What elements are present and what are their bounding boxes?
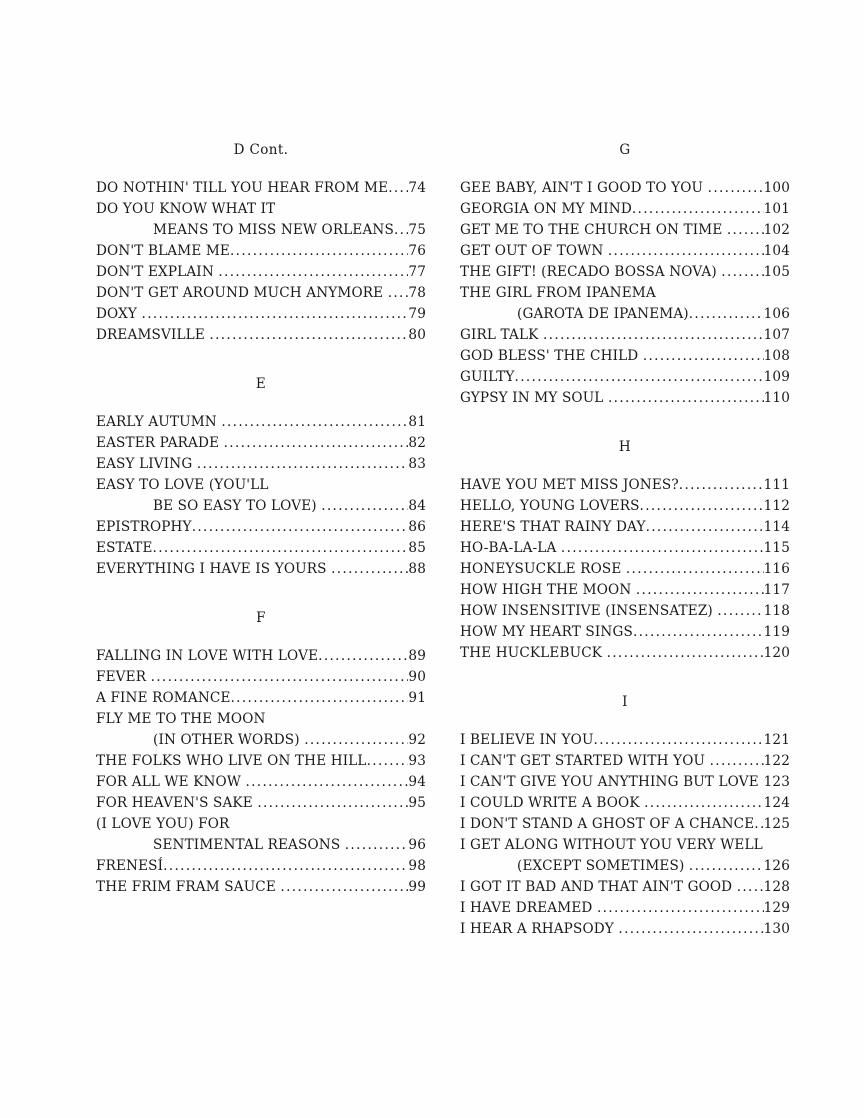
left-column bbox=[96, 140, 426, 940]
dot-leader bbox=[708, 178, 764, 199]
section-letter-heading: D Cont. bbox=[233, 142, 289, 158]
dot-leader bbox=[331, 559, 408, 580]
index-entry[interactable] bbox=[460, 475, 790, 496]
dot-leader bbox=[197, 454, 409, 475]
entry-page-number: 78 bbox=[408, 285, 426, 301]
index-entry[interactable] bbox=[96, 241, 426, 262]
index-entry[interactable] bbox=[460, 304, 790, 325]
entry-list bbox=[460, 475, 790, 664]
entry-title: FOR HEAVEN'S SAKE bbox=[96, 795, 253, 811]
entry-title: FALLING IN LOVE WITH LOVE bbox=[96, 648, 319, 664]
index-entry[interactable] bbox=[96, 538, 426, 559]
dot-leader bbox=[679, 475, 764, 496]
dot-leader bbox=[394, 220, 408, 241]
index-entry[interactable] bbox=[460, 178, 790, 199]
entry-title: GOD BLESS' THE CHILD bbox=[460, 348, 639, 364]
entry-page-number: 82 bbox=[408, 435, 426, 451]
entry-page-number: 100 bbox=[763, 180, 790, 196]
index-entry[interactable] bbox=[460, 730, 790, 751]
entry-title: SENTIMENTAL REASONS bbox=[153, 837, 341, 853]
entry-title: EASY TO LOVE (YOU'LL bbox=[96, 477, 269, 493]
index-entry[interactable] bbox=[96, 325, 426, 346]
dot-leader bbox=[632, 199, 764, 220]
entry-page-number: 119 bbox=[763, 624, 790, 640]
entry-title: FRENESÍ bbox=[96, 858, 164, 874]
dot-leader bbox=[640, 496, 764, 517]
entry-page-number: 125 bbox=[763, 816, 790, 832]
entry-page-number: 124 bbox=[763, 795, 790, 811]
dot-leader bbox=[209, 325, 408, 346]
index-entry[interactable] bbox=[96, 262, 426, 283]
entry-title: EARLY AUTUMN bbox=[96, 414, 217, 430]
index-entry[interactable] bbox=[460, 346, 790, 367]
entry-page-number: 90 bbox=[408, 669, 426, 685]
entry-list bbox=[460, 730, 790, 940]
entry-title: I CAN'T GIVE YOU ANYTHING BUT LOVE bbox=[460, 774, 759, 790]
entry-title: EASY LIVING bbox=[96, 456, 193, 472]
index-section bbox=[96, 140, 426, 346]
entry-page-number: 104 bbox=[763, 243, 790, 259]
entry-title: I HAVE DREAMED bbox=[460, 900, 593, 916]
entry-page-number: 79 bbox=[408, 306, 426, 322]
entry-page-number: 117 bbox=[763, 582, 790, 598]
right-column bbox=[460, 140, 790, 940]
dot-leader bbox=[269, 475, 426, 496]
entry-page-number: 110 bbox=[763, 390, 790, 406]
index-section bbox=[460, 140, 790, 409]
entry-page-number: 88 bbox=[408, 561, 426, 577]
index-entry[interactable] bbox=[460, 643, 790, 664]
entry-title: THE FRIM FRAM SAUCE bbox=[96, 879, 276, 895]
dot-leader bbox=[153, 538, 409, 559]
entry-title: FLY ME TO THE MOON bbox=[96, 711, 266, 727]
index-entry[interactable] bbox=[460, 388, 790, 409]
dot-leader bbox=[717, 601, 763, 622]
index-entry[interactable] bbox=[460, 856, 790, 877]
entry-page-number: 123 bbox=[763, 774, 790, 790]
index-entry[interactable] bbox=[460, 814, 790, 835]
entry-page-number: 130 bbox=[763, 921, 790, 937]
entry-page-number: 89 bbox=[408, 648, 426, 664]
index-entry[interactable] bbox=[460, 538, 790, 559]
section-letter-heading: E bbox=[255, 376, 267, 392]
entry-page-number: 77 bbox=[408, 264, 426, 280]
index-entry[interactable] bbox=[96, 496, 426, 517]
entry-page-number: 98 bbox=[408, 858, 426, 874]
dot-leader bbox=[367, 751, 409, 772]
dot-leader bbox=[737, 877, 764, 898]
entry-page-number: 115 bbox=[763, 540, 790, 556]
entry-page-number: 118 bbox=[763, 603, 790, 619]
index-entry[interactable] bbox=[460, 835, 790, 856]
entry-title: DON'T EXPLAIN bbox=[96, 264, 214, 280]
entry-title: I GOT IT BAD AND THAT AIN'T GOOD bbox=[460, 879, 733, 895]
index-entry[interactable] bbox=[460, 199, 790, 220]
index-section bbox=[96, 374, 426, 580]
index-entry[interactable] bbox=[96, 772, 426, 793]
entry-page-number: 92 bbox=[408, 732, 426, 748]
index-entry[interactable] bbox=[460, 751, 790, 772]
dot-leader bbox=[656, 283, 790, 304]
entry-title: HERE'S THAT RAINY DAY bbox=[460, 519, 646, 535]
index-entry[interactable] bbox=[96, 517, 426, 538]
entry-title: (IN OTHER WORDS) bbox=[153, 732, 300, 748]
index-entry[interactable] bbox=[96, 559, 426, 580]
index-section bbox=[460, 692, 790, 940]
entry-title: GET OUT OF TOWN bbox=[460, 243, 604, 259]
index-entry[interactable] bbox=[460, 601, 790, 622]
dot-leader bbox=[142, 304, 409, 325]
dot-leader bbox=[257, 793, 408, 814]
entry-title: HOW HIGH THE MOON bbox=[460, 582, 632, 598]
dot-leader bbox=[721, 262, 763, 283]
index-entry[interactable] bbox=[460, 877, 790, 898]
index-entry[interactable] bbox=[96, 433, 426, 454]
entry-list bbox=[460, 178, 790, 409]
dot-leader bbox=[388, 178, 408, 199]
entry-title: THE GIFT! (RECADO BOSSA NOVA) bbox=[460, 264, 717, 280]
dot-leader bbox=[318, 646, 408, 667]
entry-title: GYPSY IN MY SOUL bbox=[460, 390, 604, 406]
entry-page-number: 121 bbox=[763, 732, 790, 748]
entry-page-number: 74 bbox=[408, 180, 426, 196]
dot-leader bbox=[754, 814, 763, 835]
dot-leader bbox=[231, 688, 409, 709]
entry-title: DON'T GET AROUND MUCH ANYMORE bbox=[96, 285, 384, 301]
entry-title: I GET ALONG WITHOUT YOU VERY WELL bbox=[460, 837, 763, 853]
section-letter-heading: I bbox=[622, 694, 628, 710]
entry-page-number: 111 bbox=[763, 477, 790, 493]
entry-title: (GAROTA DE IPANEMA) bbox=[517, 306, 689, 322]
dot-leader bbox=[618, 919, 763, 940]
entry-title: HOW INSENSITIVE (INSENSATEZ) bbox=[460, 603, 713, 619]
index-entry[interactable] bbox=[460, 580, 790, 601]
dot-leader bbox=[607, 643, 764, 664]
entry-title: I BELIEVE IN YOU bbox=[460, 732, 594, 748]
index-entry[interactable] bbox=[460, 262, 790, 283]
dot-leader bbox=[594, 730, 764, 751]
entry-page-number: 107 bbox=[763, 327, 790, 343]
index-entry[interactable] bbox=[460, 919, 790, 940]
dot-leader bbox=[636, 580, 764, 601]
section-letter-heading: G bbox=[619, 142, 631, 158]
index-entry[interactable] bbox=[96, 688, 426, 709]
entry-page-number: 83 bbox=[408, 456, 426, 472]
dot-leader bbox=[163, 856, 408, 877]
entry-title: DO NOTHIN' TILL YOU HEAR FROM ME bbox=[96, 180, 389, 196]
entry-title: DON'T BLAME ME bbox=[96, 243, 231, 259]
index-entry[interactable] bbox=[96, 220, 426, 241]
dot-leader bbox=[230, 241, 408, 262]
index-entry[interactable] bbox=[96, 751, 426, 772]
dot-leader bbox=[597, 898, 764, 919]
dot-leader bbox=[689, 304, 764, 325]
index-entry[interactable] bbox=[460, 622, 790, 643]
entry-title: I HEAR A RHAPSODY bbox=[460, 921, 614, 937]
entry-page-number: 94 bbox=[408, 774, 426, 790]
index-entry[interactable] bbox=[96, 475, 426, 496]
index-entry[interactable] bbox=[96, 283, 426, 304]
index-entry[interactable] bbox=[460, 517, 790, 538]
entry-title: EVERYTHING I HAVE IS YOURS bbox=[96, 561, 327, 577]
entry-page-number: 84 bbox=[408, 498, 426, 514]
entry-title: HELLO, YOUNG LOVERS bbox=[460, 498, 640, 514]
entry-title: GET ME TO THE CHURCH ON TIME bbox=[460, 222, 723, 238]
entry-title: HOW MY HEART SINGS bbox=[460, 624, 633, 640]
entry-page-number: 106 bbox=[763, 306, 790, 322]
index-entry[interactable] bbox=[460, 496, 790, 517]
dot-leader bbox=[543, 325, 764, 346]
index-entry[interactable] bbox=[96, 877, 426, 898]
dot-leader bbox=[266, 709, 426, 730]
entry-page-number: 126 bbox=[763, 858, 790, 874]
index-entry[interactable] bbox=[96, 856, 426, 877]
index-entry[interactable] bbox=[96, 412, 426, 433]
dot-leader bbox=[304, 730, 408, 751]
index-entry[interactable] bbox=[96, 178, 426, 199]
index-entry[interactable] bbox=[460, 241, 790, 262]
dot-leader bbox=[280, 877, 408, 898]
entry-title: GEE BABY, AIN'T I GOOD TO YOU bbox=[460, 180, 704, 196]
entry-title: THE FOLKS WHO LIVE ON THE HILL bbox=[96, 753, 367, 769]
dot-leader bbox=[275, 199, 426, 220]
entry-title: A FINE ROMANCE bbox=[96, 690, 231, 706]
dot-leader bbox=[218, 262, 408, 283]
entry-page-number: 116 bbox=[763, 561, 790, 577]
entry-page-number: 129 bbox=[763, 900, 790, 916]
entry-list bbox=[96, 178, 426, 346]
dot-leader bbox=[763, 835, 790, 856]
dot-leader bbox=[710, 751, 764, 772]
entry-page-number: 85 bbox=[408, 540, 426, 556]
index-section bbox=[460, 437, 790, 664]
dot-leader bbox=[221, 412, 408, 433]
entry-title: GUILTY bbox=[460, 369, 515, 385]
index-entry[interactable] bbox=[96, 793, 426, 814]
section-letter-heading: F bbox=[256, 610, 266, 626]
dot-leader bbox=[643, 346, 764, 367]
dot-leader bbox=[689, 856, 764, 877]
dot-leader bbox=[321, 496, 408, 517]
entry-page-number: 93 bbox=[408, 753, 426, 769]
two-column-index bbox=[0, 140, 864, 940]
dot-leader bbox=[626, 559, 764, 580]
entry-page-number: 102 bbox=[763, 222, 790, 238]
entry-title: THE GIRL FROM IPANEMA bbox=[460, 285, 656, 301]
index-entry[interactable] bbox=[96, 667, 426, 688]
entry-page-number: 75 bbox=[408, 222, 426, 238]
entry-page-number: 81 bbox=[408, 414, 426, 430]
entry-title: HONEYSUCKLE ROSE bbox=[460, 561, 622, 577]
index-entry[interactable] bbox=[460, 559, 790, 580]
entry-title: HAVE YOU MET MISS JONES? bbox=[460, 477, 679, 493]
entry-title: FEVER bbox=[96, 669, 147, 685]
entry-title: (I LOVE YOU) FOR bbox=[96, 816, 230, 832]
entry-list bbox=[96, 646, 426, 898]
index-entry[interactable] bbox=[96, 835, 426, 856]
entry-title: I CAN'T GET STARTED WITH YOU bbox=[460, 753, 706, 769]
dot-leader bbox=[345, 835, 409, 856]
index-entry[interactable] bbox=[96, 814, 426, 835]
dot-leader bbox=[245, 772, 408, 793]
entry-page-number: 112 bbox=[763, 498, 790, 514]
entry-title: DOXY bbox=[96, 306, 138, 322]
entry-page-number: 86 bbox=[408, 519, 426, 535]
index-entry[interactable] bbox=[96, 304, 426, 325]
entry-title: ESTATE bbox=[96, 540, 153, 556]
dot-leader bbox=[151, 667, 409, 688]
entry-title: I COULD WRITE A BOOK bbox=[460, 795, 640, 811]
entry-list bbox=[96, 412, 426, 580]
dot-leader bbox=[644, 793, 763, 814]
entry-page-number: 91 bbox=[408, 690, 426, 706]
entry-page-number: 120 bbox=[763, 645, 790, 661]
index-entry[interactable] bbox=[96, 454, 426, 475]
entry-page-number: 96 bbox=[408, 837, 426, 853]
index-entry[interactable] bbox=[96, 646, 426, 667]
dot-leader bbox=[608, 388, 764, 409]
dot-leader bbox=[646, 517, 764, 538]
index-entry[interactable] bbox=[460, 793, 790, 814]
entry-page-number: 95 bbox=[408, 795, 426, 811]
dot-leader bbox=[515, 367, 764, 388]
index-entry[interactable] bbox=[460, 220, 790, 241]
entry-title: MEANS TO MISS NEW ORLEANS bbox=[153, 222, 394, 238]
entry-page-number: 122 bbox=[763, 753, 790, 769]
entry-page-number: 80 bbox=[408, 327, 426, 343]
entry-title: GIRL TALK bbox=[460, 327, 539, 343]
entry-title: EPISTROPHY bbox=[96, 519, 192, 535]
index-entry[interactable] bbox=[96, 199, 426, 220]
entry-page-number: 109 bbox=[763, 369, 790, 385]
entry-page-number: 105 bbox=[763, 264, 790, 280]
entry-page-number: 99 bbox=[408, 879, 426, 895]
entry-page-number: 76 bbox=[408, 243, 426, 259]
section-letter-heading: H bbox=[618, 439, 632, 455]
entry-page-number: 128 bbox=[763, 879, 790, 895]
dot-leader bbox=[561, 538, 764, 559]
dot-leader bbox=[388, 283, 409, 304]
entry-title: BE SO EASY TO LOVE) bbox=[153, 498, 317, 514]
dot-leader bbox=[608, 241, 764, 262]
index-entry[interactable] bbox=[460, 367, 790, 388]
dot-leader bbox=[727, 220, 764, 241]
dot-leader bbox=[229, 814, 426, 835]
index-entry[interactable] bbox=[460, 283, 790, 304]
index-section bbox=[96, 608, 426, 898]
index-entry[interactable] bbox=[96, 730, 426, 751]
dot-leader bbox=[192, 517, 409, 538]
entry-title: HO-BA-LA-LA bbox=[460, 540, 557, 556]
dot-leader bbox=[224, 433, 409, 454]
entry-page-number: 114 bbox=[763, 519, 790, 535]
index-entry[interactable] bbox=[96, 709, 426, 730]
entry-title: GEORGIA ON MY MIND bbox=[460, 201, 632, 217]
entry-title: EASTER PARADE bbox=[96, 435, 220, 451]
index-entry[interactable] bbox=[460, 772, 790, 793]
dot-leader bbox=[633, 622, 764, 643]
entry-title: I DON'T STAND A GHOST OF A CHANCE bbox=[460, 816, 755, 832]
entry-title: THE HUCKLEBUCK bbox=[460, 645, 603, 661]
entry-title: DO YOU KNOW WHAT IT bbox=[96, 201, 276, 217]
index-entry[interactable] bbox=[460, 325, 790, 346]
entry-page-number: 101 bbox=[763, 201, 790, 217]
entry-page-number: 108 bbox=[763, 348, 790, 364]
index-entry[interactable] bbox=[460, 898, 790, 919]
entry-title: (EXCEPT SOMETIMES) bbox=[517, 858, 685, 874]
entry-title: FOR ALL WE KNOW bbox=[96, 774, 241, 790]
entry-title: DREAMSVILLE bbox=[96, 327, 205, 343]
